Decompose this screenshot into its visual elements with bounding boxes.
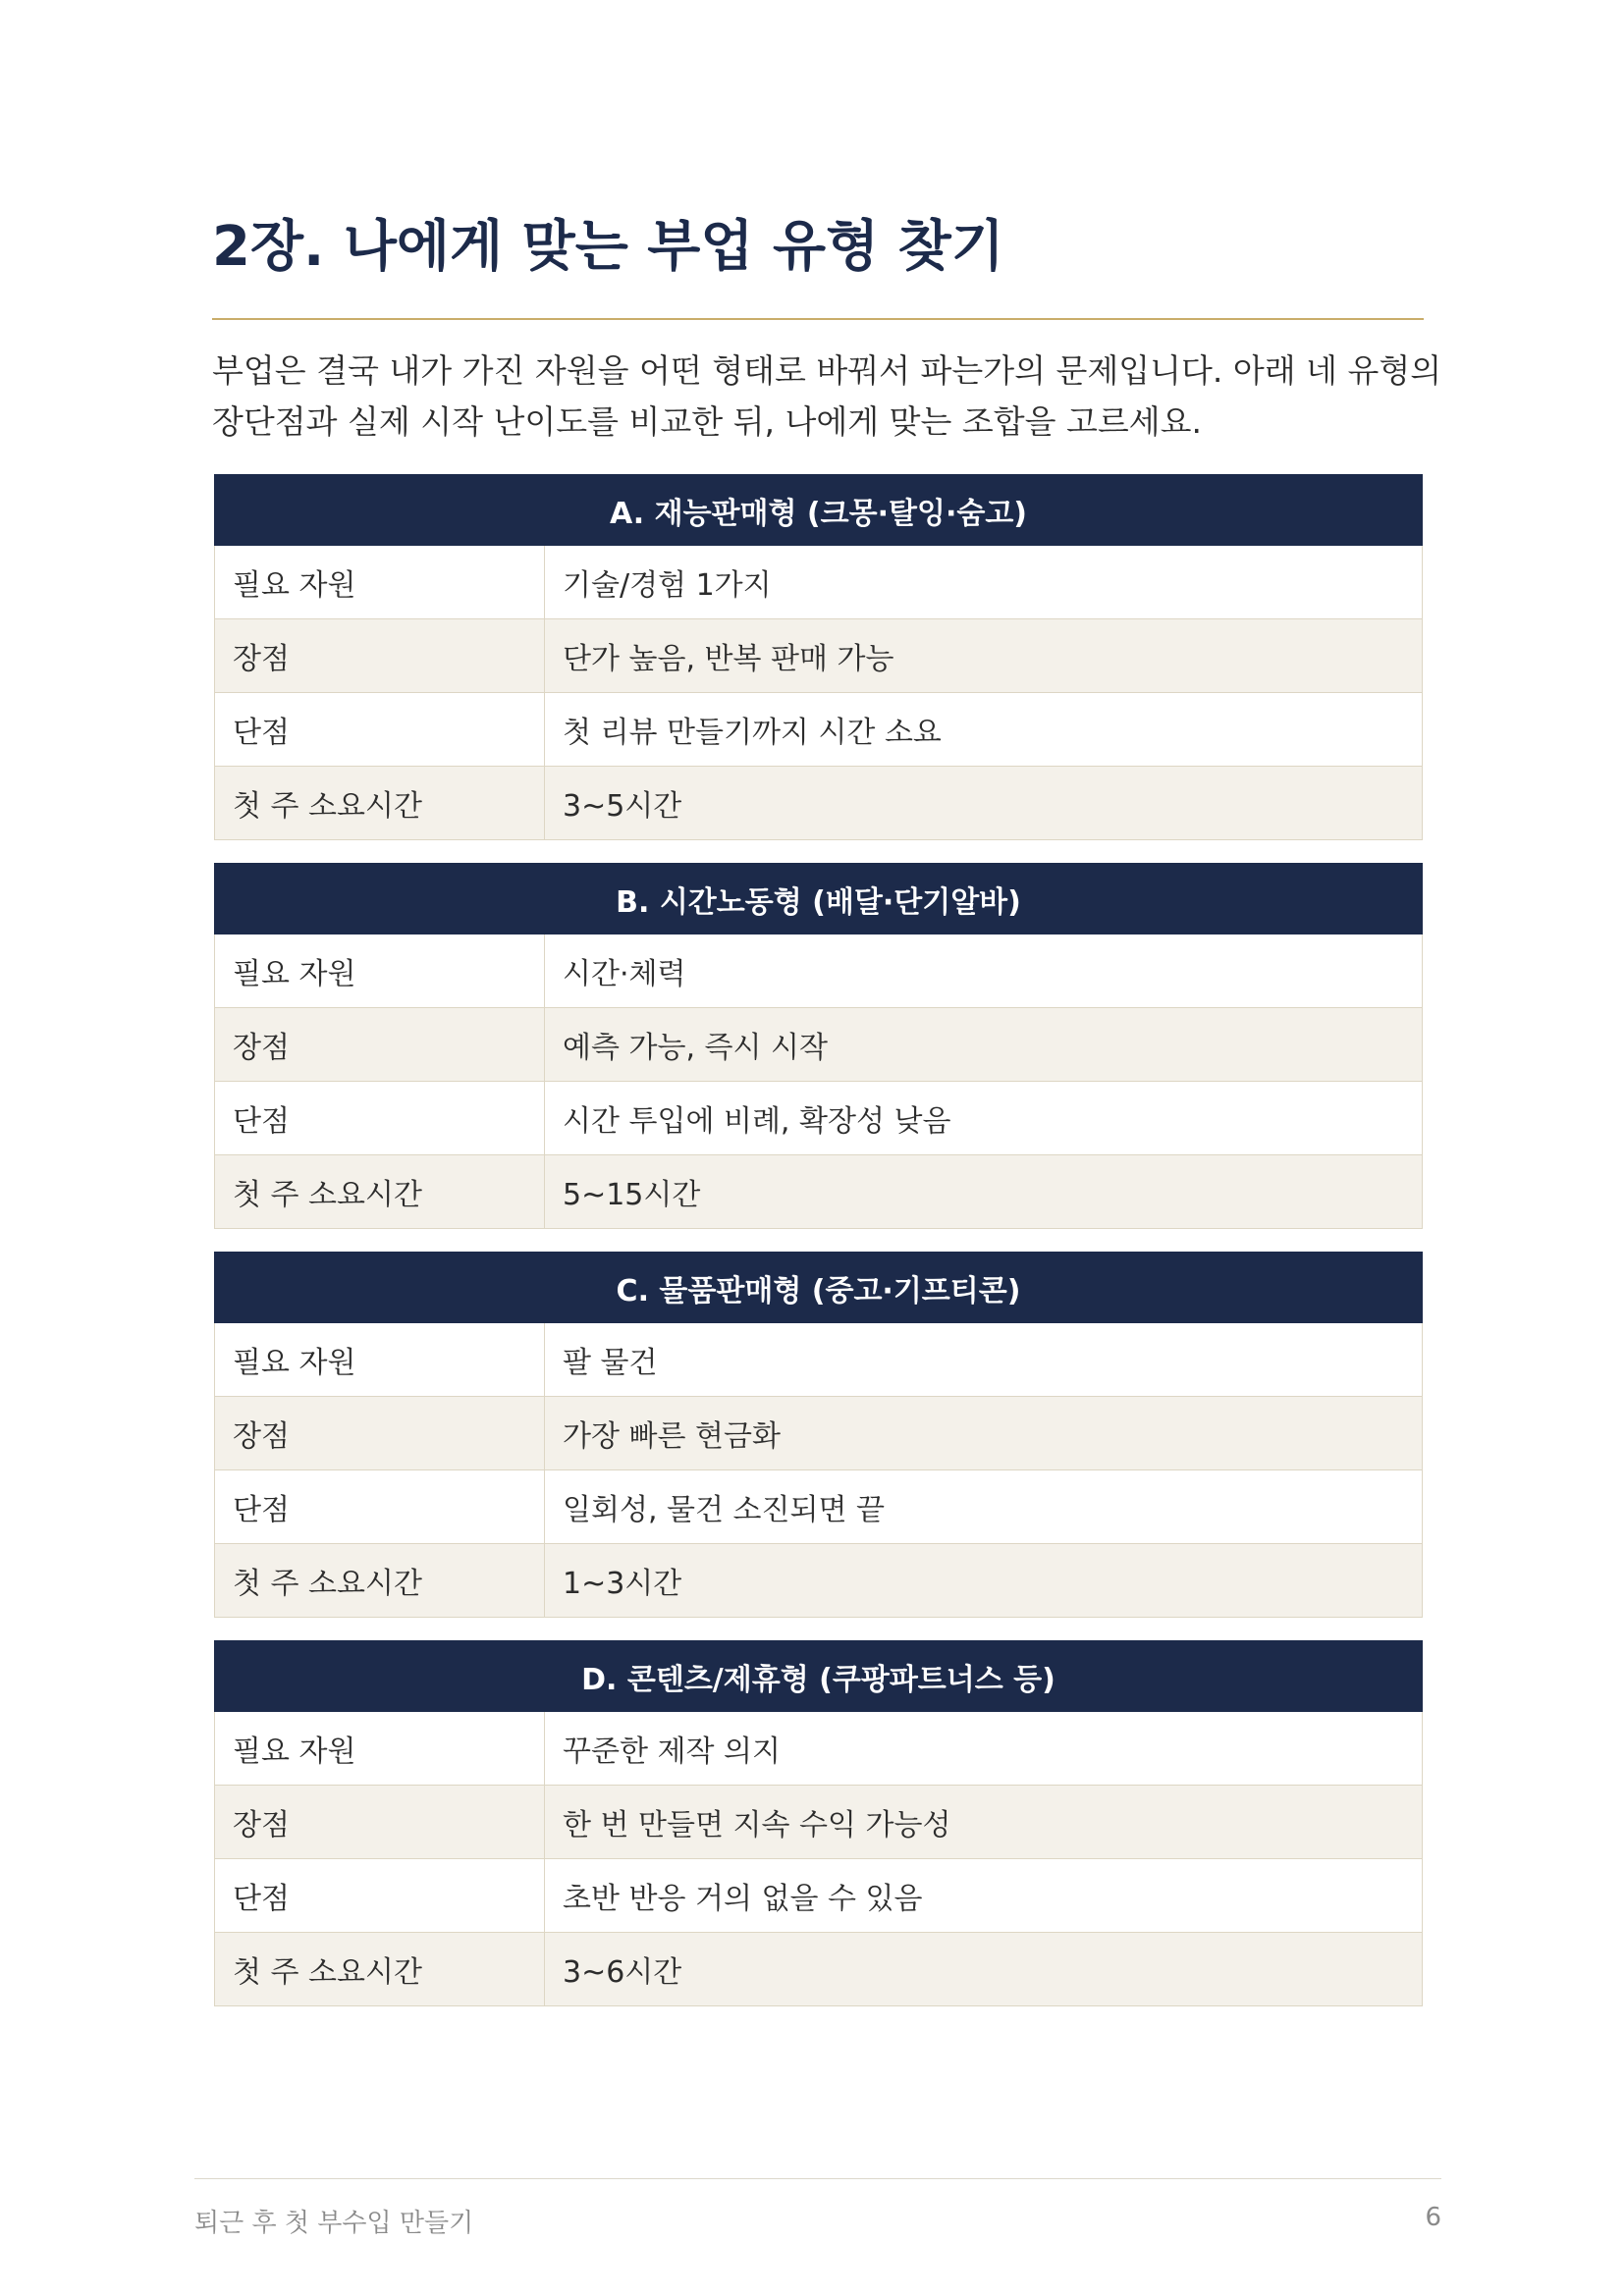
page-number: 6 (1425, 2203, 1441, 2232)
type-table-b (214, 863, 1423, 1229)
table-row (215, 1470, 1423, 1544)
type-table-d (214, 1640, 1423, 2006)
table-header: A. 재능판매형 (크몽·탈잉·숨고) (215, 475, 1423, 546)
intro-paragraph (212, 346, 1442, 448)
row-label: 필요 자원 (215, 1323, 545, 1397)
row-label: 첫 주 소요시간 (215, 1155, 545, 1229)
footer-book-title: 퇴근 후 첫 부수입 만들기 (194, 2209, 474, 2238)
intro-line-2: 장단점과 실제 시작 난이도를 비교한 뒤, 나에게 맞는 조합을 고르세요. (212, 402, 1202, 441)
table-row (215, 1082, 1423, 1155)
type-table-a (214, 474, 1423, 840)
table-row (215, 1544, 1423, 1618)
title-divider (212, 318, 1424, 320)
row-value: 시간 투입에 비례, 확장성 낮음 (545, 1082, 1423, 1155)
table-row (215, 1155, 1423, 1229)
chapter-title: 2장. 나에게 맞는 부업 유형 찾기 (212, 215, 1004, 279)
row-label: 단점 (215, 1470, 545, 1544)
table-row (215, 546, 1423, 619)
row-label: 필요 자원 (215, 1712, 545, 1786)
table-header: C. 물품판매형 (중고·기프티콘) (215, 1253, 1423, 1323)
row-value: 시간·체력 (545, 934, 1423, 1008)
table-row (215, 693, 1423, 767)
table-row (215, 1712, 1423, 1786)
intro-line-1: 부업은 결국 내가 가진 자원을 어떤 형태로 바꿔서 파는가의 문제입니다. 아래 네 유형의 (212, 351, 1442, 390)
row-label: 필요 자원 (215, 934, 545, 1008)
type-table-c (214, 1252, 1423, 1618)
row-value: 기술/경험 1가지 (545, 546, 1423, 619)
row-value: 단가 높음, 반복 판매 가능 (545, 619, 1423, 693)
table-header: B. 시간노동형 (배달·단기알바) (215, 864, 1423, 934)
row-label: 단점 (215, 693, 545, 767)
row-value: 꾸준한 제작 의지 (545, 1712, 1423, 1786)
row-value: 초반 반응 거의 없을 수 있음 (545, 1859, 1423, 1933)
row-label: 장점 (215, 1397, 545, 1470)
table-row (215, 1933, 1423, 2006)
table-row (215, 934, 1423, 1008)
table-row (215, 1008, 1423, 1082)
row-label: 필요 자원 (215, 546, 545, 619)
row-value: 3~6시간 (545, 1933, 1423, 2006)
table-row (215, 1786, 1423, 1859)
row-value: 첫 리뷰 만들기까지 시간 소요 (545, 693, 1423, 767)
row-value: 가장 빠른 현금화 (545, 1397, 1423, 1470)
row-value: 1~3시간 (545, 1544, 1423, 1618)
row-label: 첫 주 소요시간 (215, 1544, 545, 1618)
table-row (215, 619, 1423, 693)
row-value: 3~5시간 (545, 767, 1423, 840)
table-row (215, 767, 1423, 840)
footer-divider (194, 2178, 1441, 2179)
row-label: 장점 (215, 1008, 545, 1082)
row-value: 5~15시간 (545, 1155, 1423, 1229)
row-label: 단점 (215, 1859, 545, 1933)
table-row (215, 1397, 1423, 1470)
row-label: 첫 주 소요시간 (215, 767, 545, 840)
table-header: D. 콘텐츠/제휴형 (쿠팡파트너스 등) (215, 1641, 1423, 1712)
table-row (215, 1859, 1423, 1933)
row-label: 장점 (215, 619, 545, 693)
table-row (215, 1323, 1423, 1397)
row-value: 팔 물건 (545, 1323, 1423, 1397)
row-label: 단점 (215, 1082, 545, 1155)
row-label: 장점 (215, 1786, 545, 1859)
row-value: 일회성, 물건 소진되면 끝 (545, 1470, 1423, 1544)
row-value: 한 번 만들면 지속 수익 가능성 (545, 1786, 1423, 1859)
row-value: 예측 가능, 즉시 시작 (545, 1008, 1423, 1082)
row-label: 첫 주 소요시간 (215, 1933, 545, 2006)
